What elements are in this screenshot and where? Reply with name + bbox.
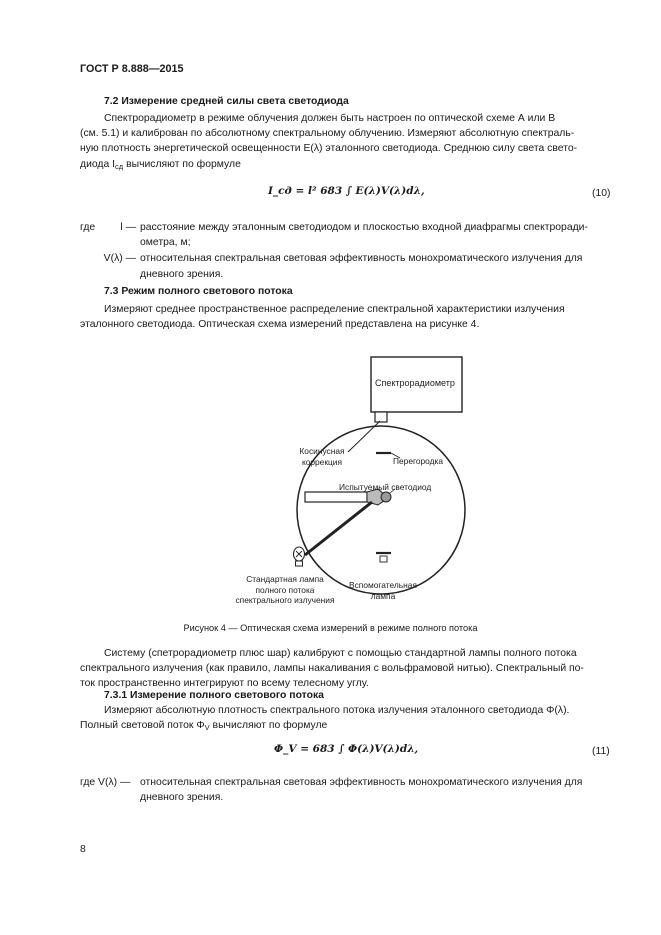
where-key: V(λ) — xyxy=(103,253,136,265)
para-line: Систему (спетрорадиометр плюс шар) калибруют с помощью стандартной лампы полного потока xyxy=(104,648,577,659)
text: Полный световой поток Φ xyxy=(80,720,205,732)
figure-4-caption: Рисунок 4 — Оптическая схема измерений в режиме полного потока xyxy=(183,623,478,633)
aux-lamp xyxy=(380,556,387,562)
standard-lamp-label xyxy=(228,574,342,606)
where-desc-line: относительная спектральная световая эффективность монохроматического излучения для xyxy=(140,777,583,788)
lamp-arrow xyxy=(305,502,372,555)
where-desc-line: относительная спектральная световая эффективность монохроматического излучения для xyxy=(140,253,583,265)
para-line: спектрального излучения (как правило, лампы накаливания с вольфрамовой нитью). Спектральный по- xyxy=(80,663,584,675)
led-holder-rod xyxy=(305,492,367,502)
para-line: Измеряют среднее пространственное распределение спектральной характеристики излучения xyxy=(104,304,565,315)
label-line: Стандартная лампа xyxy=(246,574,324,584)
where-v-lambda xyxy=(80,775,614,805)
baffle-label: Перегородка xyxy=(393,456,444,466)
document-header: ГОСТ Р 8.888—2015 xyxy=(80,63,184,75)
text: вычисляют по формуле xyxy=(209,720,328,732)
section-7-2-title: 7.2 Измерение средней силы света светодиода xyxy=(104,96,349,107)
text: диода I xyxy=(80,158,116,170)
section-7-3-1-paragraph xyxy=(80,703,614,733)
label-line: лампа xyxy=(370,590,396,601)
label-line: Вспомогательная xyxy=(349,580,417,590)
where-desc-line: расстояние между эталонным светодиодом и плоскостью входной диафрагмы спектроради- xyxy=(140,222,588,233)
cosine-correction-label xyxy=(296,446,348,467)
where-item xyxy=(80,775,614,805)
para-line: Спектрорадиометр в режиме облучения должен быть настроен по оптической схеме А или В xyxy=(104,113,556,124)
para-line: Измеряют абсолютную плотность спектрального потока излучения эталонного светодиода Φ(λ). xyxy=(104,705,570,716)
spectroradiometer-label: Спектрорадиометр xyxy=(375,378,455,388)
where-desc-line: дневного зрения. xyxy=(140,268,224,280)
formula-10-number: (10) xyxy=(592,188,611,199)
where-desc-line: ометра, м; xyxy=(140,237,191,249)
cosine-leader xyxy=(348,421,380,452)
para-line: ную плотность энергетической освещенности E(λ) эталонного светодиода. Среднюю силу света свето- xyxy=(80,143,578,155)
where-word: где xyxy=(80,222,96,233)
dut-label: Испытуемый светодиод xyxy=(339,482,432,492)
sphere-port xyxy=(375,412,387,422)
standard-lamp xyxy=(294,547,305,566)
led-dome xyxy=(381,492,391,502)
formula-11-number: (11) xyxy=(592,746,610,757)
label-line: спектрального излучения xyxy=(235,595,335,605)
calibration-paragraph xyxy=(80,646,614,692)
subscript: сд xyxy=(115,161,124,171)
page-number: 8 xyxy=(80,844,86,855)
formula-10: I_сд = l² 683 ∫ E(λ)V(λ)dλ, xyxy=(268,185,425,197)
label-line: Косинусная xyxy=(299,446,345,456)
text: вычисляют по формуле xyxy=(123,158,241,170)
section-7-3-1-title: 7.3.1 Измерение полного светового потока xyxy=(104,690,324,701)
formula-11: Φ_V = 683 ∫ Φ(λ)V(λ)dλ, xyxy=(274,743,419,755)
para-line xyxy=(80,718,614,733)
label-line: коррекция xyxy=(301,456,343,467)
aux-lamp-label xyxy=(344,580,422,601)
where-desc-line: дневного зрения. xyxy=(140,792,224,804)
where-key: l — xyxy=(120,222,136,233)
para-line: эталонного светодиода. Оптическая схема измерений представлена на рисунке 4. xyxy=(80,319,480,331)
section-7-3-title: 7.3 Режим полного светового потока xyxy=(104,286,293,297)
where-desc xyxy=(140,775,614,805)
where-key: где V(λ) — xyxy=(80,777,131,788)
para-line: (см. 5.1) и калиброван по абсолютному спектральному облучению. Измеряют абсолютную спектраль- xyxy=(80,128,575,140)
label-line: полного потока xyxy=(255,584,315,595)
para-line: ток пространственно интегрируют по всему телесному углу. xyxy=(80,678,369,690)
subscript: V xyxy=(204,723,210,733)
